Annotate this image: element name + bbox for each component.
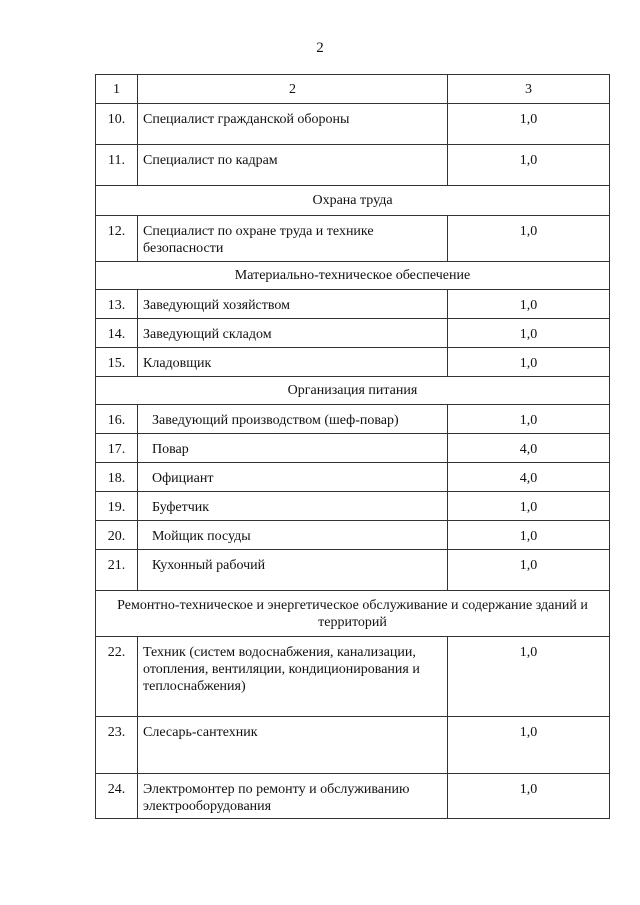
staff-rate: 1,0 xyxy=(448,492,610,521)
table-row xyxy=(96,216,610,262)
section-row xyxy=(96,377,610,405)
position-name: Заведующий производством (шеф-повар) xyxy=(138,405,448,434)
position-name: Техник (систем водоснабжения, канализации, отопления, вентиляции, кондиционирования и теплоснабжения) xyxy=(138,637,448,717)
position-name: Повар xyxy=(138,434,448,463)
row-number: 18. xyxy=(96,463,138,492)
row-number: 14. xyxy=(96,319,138,348)
section-row xyxy=(96,262,610,290)
staff-rate: 1,0 xyxy=(448,550,610,591)
row-number: 22. xyxy=(96,637,138,717)
staff-rate: 1,0 xyxy=(448,216,610,262)
table-row xyxy=(96,492,610,521)
staff-rate: 1,0 xyxy=(448,521,610,550)
table-row xyxy=(96,348,610,377)
position-name: Заведующий хозяйством xyxy=(138,290,448,319)
section-title: Материально-техническое обеспечение xyxy=(96,262,610,290)
staff-rate: 1,0 xyxy=(448,774,610,819)
table-row xyxy=(96,319,610,348)
staff-table xyxy=(95,74,610,819)
position-name: Электромонтер по ремонту и обслуживанию электрооборудования xyxy=(138,774,448,819)
table-row xyxy=(96,405,610,434)
table-row xyxy=(96,290,610,319)
staff-rate: 1,0 xyxy=(448,290,610,319)
header-cell-number: 1 xyxy=(96,75,138,104)
position-name: Специалист гражданской обороны xyxy=(138,104,448,145)
staff-rate: 1,0 xyxy=(448,348,610,377)
position-name: Специалист по кадрам xyxy=(138,145,448,186)
position-name: Специалист по охране труда и технике безопасности xyxy=(138,216,448,262)
table-row xyxy=(96,550,610,591)
position-name: Заведующий складом xyxy=(138,319,448,348)
position-name: Слесарь-сантехник xyxy=(138,717,448,774)
table-header-row xyxy=(96,75,610,104)
table-row xyxy=(96,463,610,492)
position-name: Кухонный рабочий xyxy=(138,550,448,591)
staff-rate: 1,0 xyxy=(448,637,610,717)
section-title: Ремонтно-техническое и энергетическое обслуживание и содержание зданий и территорий xyxy=(96,591,610,637)
row-number: 19. xyxy=(96,492,138,521)
row-number: 23. xyxy=(96,717,138,774)
table-row xyxy=(96,521,610,550)
section-title: Организация питания xyxy=(96,377,610,405)
header-cell-rate: 3 xyxy=(448,75,610,104)
staff-rate: 1,0 xyxy=(448,145,610,186)
row-number: 15. xyxy=(96,348,138,377)
position-name: Кладовщик xyxy=(138,348,448,377)
section-row xyxy=(96,591,610,637)
table-row xyxy=(96,434,610,463)
row-number: 21. xyxy=(96,550,138,591)
row-number: 13. xyxy=(96,290,138,319)
row-number: 10. xyxy=(96,104,138,145)
section-title: Охрана труда xyxy=(96,186,610,216)
table-row xyxy=(96,717,610,774)
position-name: Мойщик посуды xyxy=(138,521,448,550)
header-cell-position: 2 xyxy=(138,75,448,104)
staff-rate: 4,0 xyxy=(448,463,610,492)
position-name: Буфетчик xyxy=(138,492,448,521)
staff-rate: 4,0 xyxy=(448,434,610,463)
row-number: 24. xyxy=(96,774,138,819)
row-number: 17. xyxy=(96,434,138,463)
table-row xyxy=(96,104,610,145)
section-row xyxy=(96,186,610,216)
position-name: Официант xyxy=(138,463,448,492)
row-number: 11. xyxy=(96,145,138,186)
staff-rate: 1,0 xyxy=(448,405,610,434)
row-number: 20. xyxy=(96,521,138,550)
staff-rate: 1,0 xyxy=(448,104,610,145)
row-number: 16. xyxy=(96,405,138,434)
table-row xyxy=(96,145,610,186)
table-row xyxy=(96,637,610,717)
staff-rate: 1,0 xyxy=(448,319,610,348)
page-number: 2 xyxy=(316,40,324,56)
row-number: 12. xyxy=(96,216,138,262)
table-row xyxy=(96,774,610,819)
staff-rate: 1,0 xyxy=(448,717,610,774)
